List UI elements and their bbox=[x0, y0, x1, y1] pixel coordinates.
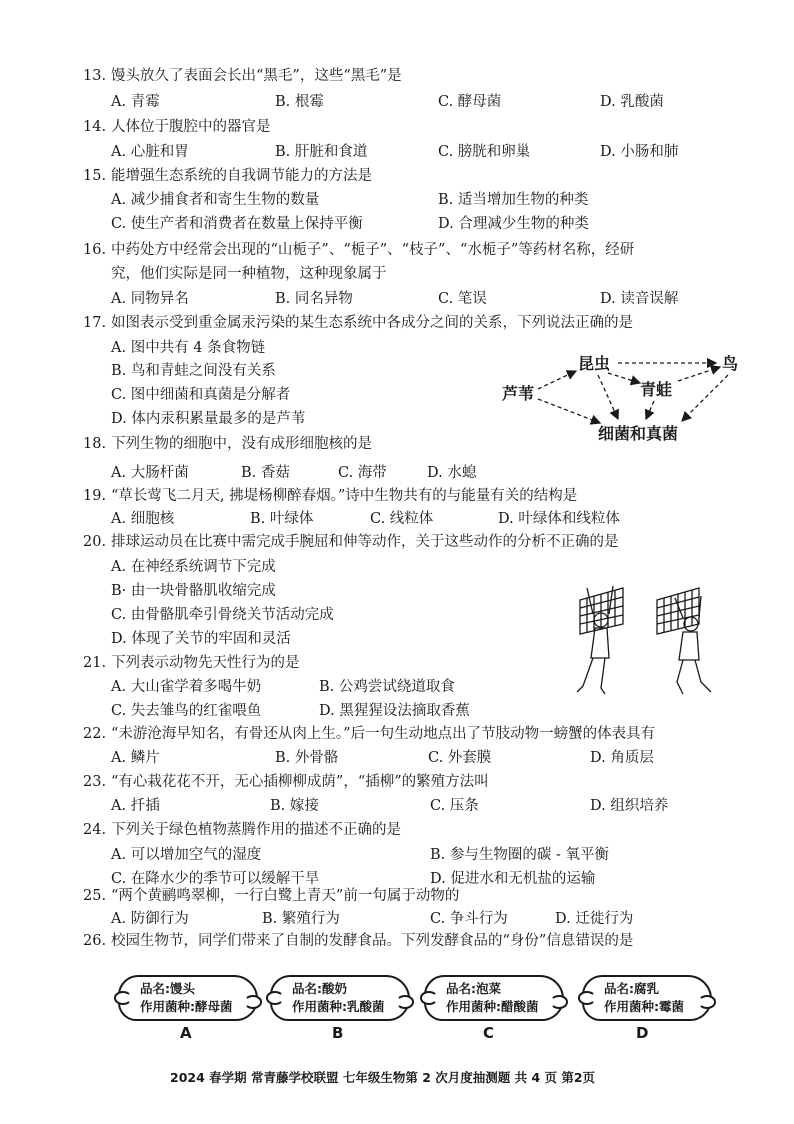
question-stem: “有心栽花花不开，无心插柳柳成荫”，“插柳”的繁殖方法叫 bbox=[111, 774, 489, 790]
question-number: 15. bbox=[83, 168, 107, 184]
option-b: B. 适当增加生物的种类 bbox=[438, 192, 589, 208]
node-luwei: 芦苇 bbox=[502, 384, 535, 403]
question-stem: “未游沧海早知名，有骨还从肉上生。”后一句生动地点出了节肢动物一螃蟹的体表具有 bbox=[111, 726, 656, 742]
node-xijun: 细菌和真菌 bbox=[598, 424, 679, 443]
option-a: A. 图中共有 4 条食物链 bbox=[111, 340, 266, 356]
option-c: C. 海带 bbox=[338, 465, 387, 481]
question-stem: 馒头放久了表面会长出“黑毛”，这些“黑毛”是 bbox=[111, 68, 402, 84]
question-stem: 校园生物节，同学们带来了自制的发酵食品。下列发酵食品的“身份”信息错误的是 bbox=[111, 933, 634, 949]
node-qingwa: 青蛙 bbox=[640, 380, 673, 399]
option-b: B. 繁殖行为 bbox=[262, 911, 340, 927]
question-stem: 能增强生态系统的自我调节能力的方法是 bbox=[111, 168, 372, 184]
question-number: 17. bbox=[83, 315, 107, 331]
option-b: B. 公鸡尝试绕道取食 bbox=[319, 679, 455, 695]
fermented-food-card-b bbox=[270, 975, 410, 1021]
volleyball-players-illustration bbox=[565, 578, 725, 703]
option-c: C. 失去雏鸟的红雀喂鱼 bbox=[111, 703, 262, 719]
option-c: C. 由骨骼肌牵引骨绕关节活动完成 bbox=[111, 607, 334, 623]
question-number: 14. bbox=[83, 119, 107, 135]
card-product-name: 品名:泡菜 bbox=[446, 981, 501, 996]
option-b: B. 叶绿体 bbox=[250, 511, 314, 527]
page-footer: 2024 春学期 常青藤学校联盟 七年级生物第 2 次月度抽测题 共 4 页 第2页 bbox=[170, 1070, 596, 1085]
option-a: A. 鳞片 bbox=[111, 750, 160, 766]
option-d: D. 合理减少生物的种类 bbox=[438, 216, 589, 232]
option-d: D. 乳酸菌 bbox=[600, 94, 664, 110]
question-stem-continued: 究，他们实际是同一种植物，这种现象属于 bbox=[111, 266, 387, 282]
fermented-food-card-a bbox=[118, 975, 258, 1021]
option-d: D. 小肠和肺 bbox=[600, 144, 679, 160]
option-b: B. 同名异物 bbox=[275, 291, 353, 307]
question-number: 26. bbox=[83, 933, 107, 949]
fermented-food-card-c bbox=[424, 975, 564, 1021]
card-label: B bbox=[332, 1024, 344, 1042]
question-number: 19. bbox=[83, 488, 107, 504]
option-d: D. 读音误解 bbox=[600, 291, 679, 307]
option-c: C. 外套膜 bbox=[428, 750, 492, 766]
option-c: C. 图中细菌和真菌是分解者 bbox=[111, 387, 291, 403]
question-number: 22. bbox=[83, 726, 107, 742]
question-number: 20. bbox=[83, 534, 107, 550]
question-stem: “草长莺飞二月天, 拂堤杨柳醉春烟。”诗中生物共有的与能量有关的结构是 bbox=[111, 488, 578, 504]
question-number: 23. bbox=[83, 774, 107, 790]
question-stem: 下列生物的细胞中，没有成形细胞核的是 bbox=[111, 436, 372, 452]
option-b: B. 肝脏和食道 bbox=[275, 144, 368, 160]
option-c: C. 使生产者和消费者在数量上保持平衡 bbox=[111, 216, 363, 232]
option-a: A. 扦插 bbox=[111, 798, 160, 814]
option-a: A. 青霉 bbox=[111, 94, 160, 110]
option-d: D. 促进水和无机盐的运输 bbox=[430, 871, 596, 887]
option-c: C. 在降水少的季节可以缓解干旱 bbox=[111, 871, 320, 887]
option-b: B. 外骨骼 bbox=[275, 750, 339, 766]
option-a: A. 可以增加空气的湿度 bbox=[111, 847, 262, 863]
option-a: A. 细胞核 bbox=[111, 511, 175, 527]
card-microbe: 作用菌种:乳酸菌 bbox=[292, 999, 385, 1014]
question-number: 24. bbox=[83, 822, 107, 838]
question-stem: 下列关于绿色植物蒸腾作用的描述不正确的是 bbox=[111, 822, 401, 838]
card-microbe: 作用菌种:醋酸菌 bbox=[446, 999, 539, 1014]
question-number: 25. bbox=[83, 888, 107, 904]
question-stem: 下列表示动物先天性行为的是 bbox=[111, 655, 300, 671]
option-d: D. 水螅 bbox=[427, 465, 477, 481]
option-c: C. 线粒体 bbox=[370, 511, 434, 527]
card-product-name: 品名:酸奶 bbox=[292, 981, 347, 996]
option-d: D. 迁徙行为 bbox=[555, 911, 634, 927]
option-b: B. 参与生物圈的碳 - 氧平衡 bbox=[430, 847, 609, 863]
card-label: A bbox=[180, 1024, 192, 1042]
question-number: 16. bbox=[83, 242, 107, 258]
node-niao: 鸟 bbox=[722, 354, 739, 373]
card-label: D bbox=[636, 1024, 649, 1042]
option-d: D. 组织培养 bbox=[590, 798, 669, 814]
option-a: A. 大肠杆菌 bbox=[111, 465, 189, 481]
option-d: D. 黑猩猩设法摘取香蕉 bbox=[319, 703, 470, 719]
option-d: D. 角质层 bbox=[590, 750, 654, 766]
option-c: C. 膀胱和卵巢 bbox=[438, 144, 531, 160]
option-a: A. 同物异名 bbox=[111, 291, 189, 307]
card-label: C bbox=[483, 1024, 495, 1042]
option-b: B. 嫁接 bbox=[270, 798, 319, 814]
option-d: D. 体内汞积累量最多的是芦苇 bbox=[111, 411, 306, 427]
card-product-name: 品名:腐乳 bbox=[604, 981, 659, 996]
option-c: C. 酵母菌 bbox=[438, 94, 502, 110]
option-a: A. 大山雀学着多喝牛奶 bbox=[111, 679, 262, 695]
question-number: 21. bbox=[83, 655, 107, 671]
question-stem: 人体位于腹腔中的器官是 bbox=[111, 119, 271, 135]
node-kunchong: 昆虫 bbox=[578, 354, 611, 373]
option-b: B. 根霉 bbox=[275, 94, 324, 110]
question-stem: 如图表示受到重金属汞污染的某生态系统中各成分之间的关系，下列说法正确的是 bbox=[111, 315, 633, 331]
question-stem: “两个黄鹂鸣翠柳，一行白鹭上青天”前一句属于动物的 bbox=[111, 888, 460, 904]
question-number: 13. bbox=[83, 68, 107, 84]
option-b: B. 鸟和青蛙之间没有关系 bbox=[111, 363, 276, 379]
card-product-name: 品名:馒头 bbox=[140, 981, 195, 996]
question-stem: 排球运动员在比赛中需完成手腕屈和伸等动作，关于这些动作的分析不正确的是 bbox=[111, 534, 619, 550]
option-a: A. 心脏和胃 bbox=[111, 144, 189, 160]
option-c: C. 争斗行为 bbox=[430, 911, 508, 927]
food-web-diagram bbox=[500, 345, 750, 450]
card-microbe: 作用菌种:霉菌 bbox=[604, 999, 684, 1014]
option-d: D. 体现了关节的牢固和灵活 bbox=[111, 631, 291, 647]
option-a: A. 减少捕食者和寄生生物的数量 bbox=[111, 192, 320, 208]
option-d: D. 叶绿体和线粒体 bbox=[498, 511, 620, 527]
option-c: C. 笔误 bbox=[438, 291, 487, 307]
question-stem: 中药处方中经常会出现的“山栀子”、“栀子”、“枝子”、“水栀子”等药材名称，经研 bbox=[111, 242, 635, 258]
option-b: B· 由一块骨骼肌收缩完成 bbox=[111, 583, 276, 599]
fermented-food-card-d bbox=[582, 975, 712, 1021]
option-c: C. 压条 bbox=[430, 798, 479, 814]
option-a: A. 在神经系统调节下完成 bbox=[111, 559, 276, 575]
option-b: B. 香菇 bbox=[241, 465, 290, 481]
option-a: A. 防御行为 bbox=[111, 911, 189, 927]
card-microbe: 作用菌种:酵母菌 bbox=[140, 999, 233, 1014]
question-number: 18. bbox=[83, 436, 107, 452]
